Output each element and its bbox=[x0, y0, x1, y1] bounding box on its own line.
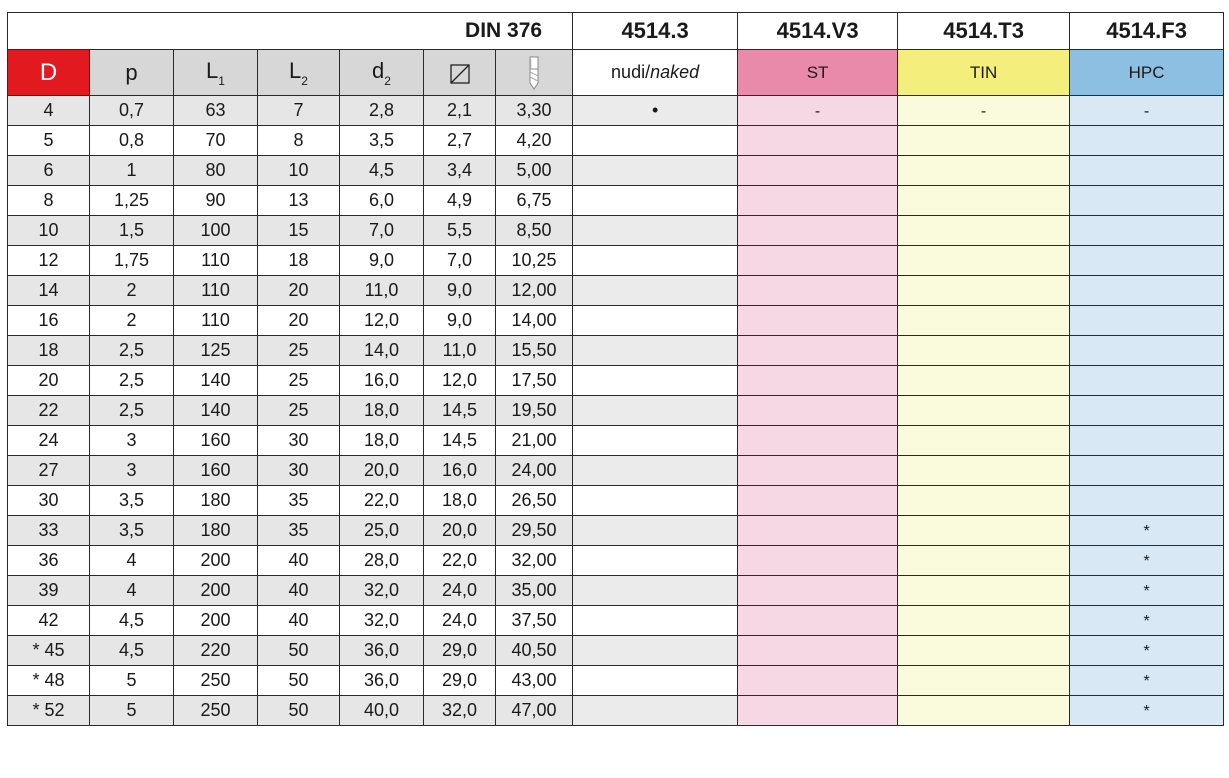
col-header-square bbox=[424, 50, 496, 96]
cell-naked bbox=[573, 546, 738, 576]
cell-hpc-value: * bbox=[1143, 703, 1150, 720]
cell-st bbox=[738, 546, 898, 576]
cell-st bbox=[738, 126, 898, 156]
cell-l2: 30 bbox=[258, 456, 340, 486]
cell-d2: 40,0 bbox=[340, 696, 424, 726]
table-row bbox=[8, 516, 1224, 546]
cell-pitch: 4 bbox=[90, 576, 174, 606]
table-row bbox=[8, 696, 1224, 726]
cell-hpc bbox=[1070, 696, 1224, 726]
cell-l2: 35 bbox=[258, 516, 340, 546]
cell-tin-value: - bbox=[980, 103, 987, 120]
cell-l1: 90 bbox=[174, 186, 258, 216]
cell-drill: 6,75 bbox=[496, 186, 573, 216]
cell-diameter: 30 bbox=[8, 486, 90, 516]
cell-hpc bbox=[1070, 426, 1224, 456]
col-header-st: ST bbox=[738, 50, 898, 96]
cell-d2: 32,0 bbox=[340, 606, 424, 636]
col-header-l2-sub: 2 bbox=[301, 73, 308, 88]
table-row bbox=[8, 126, 1224, 156]
cell-naked bbox=[573, 456, 738, 486]
cell-tin bbox=[898, 276, 1070, 306]
cell-drill: 40,50 bbox=[496, 636, 573, 666]
cell-square: 5,5 bbox=[424, 216, 496, 246]
cell-l2: 25 bbox=[258, 336, 340, 366]
cell-hpc bbox=[1070, 636, 1224, 666]
cell-st bbox=[738, 426, 898, 456]
product-code-row bbox=[8, 13, 1224, 50]
cell-square: 14,5 bbox=[424, 426, 496, 456]
cell-diameter: 22 bbox=[8, 396, 90, 426]
cell-tin bbox=[898, 186, 1070, 216]
cell-pitch: 5 bbox=[90, 696, 174, 726]
cell-st bbox=[738, 456, 898, 486]
cell-square: 24,0 bbox=[424, 576, 496, 606]
cell-hpc bbox=[1070, 456, 1224, 486]
cell-tin bbox=[898, 696, 1070, 726]
cell-tin bbox=[898, 636, 1070, 666]
cell-square: 18,0 bbox=[424, 486, 496, 516]
cell-square: 7,0 bbox=[424, 246, 496, 276]
table-row bbox=[8, 276, 1224, 306]
cell-l1: 220 bbox=[174, 636, 258, 666]
cell-l2: 35 bbox=[258, 486, 340, 516]
cell-hpc-value: - bbox=[1143, 103, 1150, 120]
column-header-row bbox=[8, 50, 1224, 96]
cell-l1: 140 bbox=[174, 396, 258, 426]
cell-hpc bbox=[1070, 216, 1224, 246]
cell-l2: 10 bbox=[258, 156, 340, 186]
col-header-l1-sub: 1 bbox=[218, 73, 225, 88]
cell-hpc bbox=[1070, 186, 1224, 216]
col-header-diameter: D bbox=[8, 50, 90, 96]
cell-l1: 250 bbox=[174, 666, 258, 696]
cell-naked bbox=[573, 306, 738, 336]
product-code-tin: 4514.T3 bbox=[898, 13, 1070, 50]
cell-l2: 40 bbox=[258, 606, 340, 636]
cell-hpc bbox=[1070, 516, 1224, 546]
cell-st bbox=[738, 516, 898, 546]
cell-pitch: 4,5 bbox=[90, 636, 174, 666]
product-code-st: 4514.V3 bbox=[738, 13, 898, 50]
cell-naked bbox=[573, 516, 738, 546]
cell-naked bbox=[573, 636, 738, 666]
cell-hpc bbox=[1070, 366, 1224, 396]
cell-st bbox=[738, 576, 898, 606]
cell-diameter: 14 bbox=[8, 276, 90, 306]
cell-pitch: 2,5 bbox=[90, 336, 174, 366]
table-row bbox=[8, 246, 1224, 276]
cell-diameter: 27 bbox=[8, 456, 90, 486]
cell-l2: 20 bbox=[258, 276, 340, 306]
cell-l2: 30 bbox=[258, 426, 340, 456]
cell-l2: 25 bbox=[258, 396, 340, 426]
cell-diameter: 10 bbox=[8, 216, 90, 246]
col-header-tin: TIN bbox=[898, 50, 1070, 96]
col-header-hpc: HPC bbox=[1070, 50, 1224, 96]
cell-pitch: 3 bbox=[90, 426, 174, 456]
cell-square: 14,5 bbox=[424, 396, 496, 426]
table-row bbox=[8, 216, 1224, 246]
cell-naked bbox=[573, 276, 738, 306]
cell-l1: 63 bbox=[174, 96, 258, 126]
cell-d2: 4,5 bbox=[340, 156, 424, 186]
cell-drill: 15,50 bbox=[496, 336, 573, 366]
cell-diameter: * 45 bbox=[8, 636, 90, 666]
tap-dimension-table bbox=[7, 12, 1224, 726]
product-code-naked: 4514.3 bbox=[573, 13, 738, 50]
cell-tin bbox=[898, 306, 1070, 336]
cell-naked: • bbox=[573, 96, 738, 126]
cell-tin bbox=[898, 546, 1070, 576]
cell-l1: 180 bbox=[174, 516, 258, 546]
cell-diameter: 16 bbox=[8, 306, 90, 336]
cell-drill: 4,20 bbox=[496, 126, 573, 156]
col-header-l1 bbox=[174, 50, 258, 96]
cell-l2: 20 bbox=[258, 306, 340, 336]
cell-d2: 18,0 bbox=[340, 426, 424, 456]
cell-diameter: 8 bbox=[8, 186, 90, 216]
cell-drill: 14,00 bbox=[496, 306, 573, 336]
product-code-hpc: 4514.F3 bbox=[1070, 13, 1224, 50]
cell-st-value: - bbox=[814, 103, 821, 120]
cell-hpc bbox=[1070, 576, 1224, 606]
col-header-naked-italic: naked bbox=[650, 62, 700, 82]
cell-diameter: * 48 bbox=[8, 666, 90, 696]
cell-hpc bbox=[1070, 126, 1224, 156]
col-header-l1-main: L bbox=[206, 57, 219, 83]
cell-st bbox=[738, 486, 898, 516]
cell-tin bbox=[898, 126, 1070, 156]
cell-st bbox=[738, 696, 898, 726]
cell-drill: 5,00 bbox=[496, 156, 573, 186]
cell-naked bbox=[573, 336, 738, 366]
cell-hpc bbox=[1070, 246, 1224, 276]
cell-l2: 7 bbox=[258, 96, 340, 126]
cell-square: 22,0 bbox=[424, 546, 496, 576]
table-row bbox=[8, 396, 1224, 426]
cell-pitch: 3,5 bbox=[90, 516, 174, 546]
cell-hpc-value: * bbox=[1143, 583, 1150, 600]
cell-pitch: 2,5 bbox=[90, 366, 174, 396]
cell-hpc bbox=[1070, 276, 1224, 306]
cell-st bbox=[738, 666, 898, 696]
cell-diameter: 18 bbox=[8, 336, 90, 366]
cell-square: 20,0 bbox=[424, 516, 496, 546]
cell-square: 2,1 bbox=[424, 96, 496, 126]
cell-d2: 25,0 bbox=[340, 516, 424, 546]
cell-st bbox=[738, 636, 898, 666]
cell-d2: 2,8 bbox=[340, 96, 424, 126]
table-row bbox=[8, 606, 1224, 636]
cell-square: 4,9 bbox=[424, 186, 496, 216]
cell-pitch: 5 bbox=[90, 666, 174, 696]
cell-drill: 29,50 bbox=[496, 516, 573, 546]
cell-square: 9,0 bbox=[424, 306, 496, 336]
cell-drill: 35,00 bbox=[496, 576, 573, 606]
cell-tin bbox=[898, 666, 1070, 696]
cell-square: 29,0 bbox=[424, 666, 496, 696]
cell-l1: 110 bbox=[174, 246, 258, 276]
cell-square: 11,0 bbox=[424, 336, 496, 366]
cell-l1: 200 bbox=[174, 606, 258, 636]
cell-pitch: 1,25 bbox=[90, 186, 174, 216]
cell-tin bbox=[898, 516, 1070, 546]
cell-pitch: 1 bbox=[90, 156, 174, 186]
col-header-drill bbox=[496, 50, 573, 96]
cell-square: 29,0 bbox=[424, 636, 496, 666]
cell-hpc bbox=[1070, 96, 1224, 126]
cell-naked bbox=[573, 576, 738, 606]
table-row bbox=[8, 456, 1224, 486]
table-row bbox=[8, 366, 1224, 396]
cell-square: 16,0 bbox=[424, 456, 496, 486]
cell-st bbox=[738, 246, 898, 276]
cell-diameter: 24 bbox=[8, 426, 90, 456]
cell-drill: 10,25 bbox=[496, 246, 573, 276]
col-header-naked bbox=[573, 50, 738, 96]
cell-pitch: 3,5 bbox=[90, 486, 174, 516]
cell-tin bbox=[898, 336, 1070, 366]
col-header-d2 bbox=[340, 50, 424, 96]
cell-l2: 40 bbox=[258, 546, 340, 576]
cell-tin bbox=[898, 606, 1070, 636]
table-row bbox=[8, 96, 1224, 126]
cell-diameter: 39 bbox=[8, 576, 90, 606]
cell-l1: 200 bbox=[174, 576, 258, 606]
table-row bbox=[8, 156, 1224, 186]
cell-l2: 40 bbox=[258, 576, 340, 606]
cell-hpc bbox=[1070, 486, 1224, 516]
cell-pitch: 2 bbox=[90, 306, 174, 336]
cell-diameter: 33 bbox=[8, 516, 90, 546]
cell-diameter: 12 bbox=[8, 246, 90, 276]
cell-diameter: 36 bbox=[8, 546, 90, 576]
cell-st bbox=[738, 156, 898, 186]
cell-drill: 43,00 bbox=[496, 666, 573, 696]
cell-l1: 250 bbox=[174, 696, 258, 726]
cell-drill: 32,00 bbox=[496, 546, 573, 576]
cell-naked bbox=[573, 426, 738, 456]
col-header-pitch: p bbox=[90, 50, 174, 96]
cell-diameter: 6 bbox=[8, 156, 90, 186]
cell-l2: 25 bbox=[258, 366, 340, 396]
cell-l2: 50 bbox=[258, 666, 340, 696]
drill-bit-icon bbox=[525, 56, 543, 90]
cell-d2: 6,0 bbox=[340, 186, 424, 216]
cell-drill: 37,50 bbox=[496, 606, 573, 636]
table-row bbox=[8, 666, 1224, 696]
cell-d2: 12,0 bbox=[340, 306, 424, 336]
cell-drill: 12,00 bbox=[496, 276, 573, 306]
col-header-naked-prefix: nudi/ bbox=[611, 62, 651, 82]
cell-pitch: 0,7 bbox=[90, 96, 174, 126]
cell-naked bbox=[573, 666, 738, 696]
cell-square: 32,0 bbox=[424, 696, 496, 726]
cell-st bbox=[738, 186, 898, 216]
cell-tin bbox=[898, 576, 1070, 606]
col-header-d2-main: d bbox=[372, 57, 385, 83]
cell-hpc bbox=[1070, 336, 1224, 366]
cell-tin bbox=[898, 426, 1070, 456]
cell-hpc bbox=[1070, 546, 1224, 576]
table-row bbox=[8, 426, 1224, 456]
cell-square: 24,0 bbox=[424, 606, 496, 636]
cell-drill: 47,00 bbox=[496, 696, 573, 726]
cell-naked bbox=[573, 246, 738, 276]
cell-diameter: 20 bbox=[8, 366, 90, 396]
cell-st bbox=[738, 216, 898, 246]
cell-hpc-value: * bbox=[1143, 523, 1150, 540]
cell-d2: 36,0 bbox=[340, 636, 424, 666]
square-diagonal-icon bbox=[450, 64, 470, 84]
cell-diameter: 4 bbox=[8, 96, 90, 126]
table-row bbox=[8, 186, 1224, 216]
cell-hpc bbox=[1070, 606, 1224, 636]
cell-naked bbox=[573, 216, 738, 246]
cell-pitch: 4 bbox=[90, 546, 174, 576]
cell-hpc bbox=[1070, 306, 1224, 336]
cell-l1: 80 bbox=[174, 156, 258, 186]
cell-l1: 180 bbox=[174, 486, 258, 516]
cell-st bbox=[738, 336, 898, 366]
table-row bbox=[8, 546, 1224, 576]
cell-d2: 9,0 bbox=[340, 246, 424, 276]
cell-st bbox=[738, 396, 898, 426]
cell-d2: 7,0 bbox=[340, 216, 424, 246]
cell-l1: 160 bbox=[174, 456, 258, 486]
cell-tin bbox=[898, 216, 1070, 246]
cell-diameter: * 52 bbox=[8, 696, 90, 726]
cell-drill: 24,00 bbox=[496, 456, 573, 486]
cell-pitch: 2,5 bbox=[90, 396, 174, 426]
cell-st bbox=[738, 306, 898, 336]
cell-d2: 28,0 bbox=[340, 546, 424, 576]
cell-hpc-value: * bbox=[1143, 673, 1150, 690]
cell-l2: 15 bbox=[258, 216, 340, 246]
cell-l1: 200 bbox=[174, 546, 258, 576]
cell-pitch: 2 bbox=[90, 276, 174, 306]
cell-drill: 3,30 bbox=[496, 96, 573, 126]
cell-st bbox=[738, 606, 898, 636]
cell-tin bbox=[898, 96, 1070, 126]
cell-naked bbox=[573, 126, 738, 156]
cell-square: 12,0 bbox=[424, 366, 496, 396]
cell-naked bbox=[573, 396, 738, 426]
cell-d2: 16,0 bbox=[340, 366, 424, 396]
cell-tin bbox=[898, 366, 1070, 396]
cell-naked bbox=[573, 186, 738, 216]
cell-l1: 110 bbox=[174, 276, 258, 306]
cell-d2: 3,5 bbox=[340, 126, 424, 156]
cell-l2: 50 bbox=[258, 696, 340, 726]
cell-d2: 32,0 bbox=[340, 576, 424, 606]
cell-tin bbox=[898, 456, 1070, 486]
cell-tin bbox=[898, 486, 1070, 516]
table-row bbox=[8, 486, 1224, 516]
col-header-d2-sub: 2 bbox=[384, 73, 391, 88]
cell-d2: 11,0 bbox=[340, 276, 424, 306]
cell-square: 2,7 bbox=[424, 126, 496, 156]
col-header-l2 bbox=[258, 50, 340, 96]
cell-square: 9,0 bbox=[424, 276, 496, 306]
cell-drill: 19,50 bbox=[496, 396, 573, 426]
cell-hpc bbox=[1070, 156, 1224, 186]
cell-drill: 21,00 bbox=[496, 426, 573, 456]
cell-l1: 100 bbox=[174, 216, 258, 246]
table-row bbox=[8, 336, 1224, 366]
cell-l2: 18 bbox=[258, 246, 340, 276]
cell-d2: 22,0 bbox=[340, 486, 424, 516]
cell-st bbox=[738, 366, 898, 396]
cell-naked bbox=[573, 606, 738, 636]
cell-diameter: 42 bbox=[8, 606, 90, 636]
cell-l2: 8 bbox=[258, 126, 340, 156]
cell-naked bbox=[573, 156, 738, 186]
cell-l2: 50 bbox=[258, 636, 340, 666]
cell-drill: 17,50 bbox=[496, 366, 573, 396]
cell-naked bbox=[573, 696, 738, 726]
standard-label: DIN 376 bbox=[8, 13, 573, 50]
cell-st bbox=[738, 276, 898, 306]
cell-hpc-value: * bbox=[1143, 643, 1150, 660]
cell-drill: 8,50 bbox=[496, 216, 573, 246]
table-row bbox=[8, 306, 1224, 336]
cell-tin bbox=[898, 396, 1070, 426]
cell-d2: 14,0 bbox=[340, 336, 424, 366]
cell-pitch: 4,5 bbox=[90, 606, 174, 636]
cell-l1: 125 bbox=[174, 336, 258, 366]
cell-pitch: 1,5 bbox=[90, 216, 174, 246]
cell-l1: 70 bbox=[174, 126, 258, 156]
cell-pitch: 0,8 bbox=[90, 126, 174, 156]
cell-l2: 13 bbox=[258, 186, 340, 216]
cell-tin bbox=[898, 156, 1070, 186]
cell-l1: 110 bbox=[174, 306, 258, 336]
cell-d2: 18,0 bbox=[340, 396, 424, 426]
cell-d2: 36,0 bbox=[340, 666, 424, 696]
cell-naked bbox=[573, 366, 738, 396]
cell-pitch: 1,75 bbox=[90, 246, 174, 276]
cell-l1: 160 bbox=[174, 426, 258, 456]
cell-hpc bbox=[1070, 396, 1224, 426]
col-header-l2-main: L bbox=[289, 57, 302, 83]
cell-hpc-value: * bbox=[1143, 553, 1150, 570]
cell-st bbox=[738, 96, 898, 126]
cell-l1: 140 bbox=[174, 366, 258, 396]
cell-d2: 20,0 bbox=[340, 456, 424, 486]
cell-square: 3,4 bbox=[424, 156, 496, 186]
cell-naked bbox=[573, 486, 738, 516]
table-row bbox=[8, 576, 1224, 606]
cell-diameter: 5 bbox=[8, 126, 90, 156]
cell-hpc-value: * bbox=[1143, 613, 1150, 630]
cell-pitch: 3 bbox=[90, 456, 174, 486]
cell-drill: 26,50 bbox=[496, 486, 573, 516]
cell-tin bbox=[898, 246, 1070, 276]
cell-hpc bbox=[1070, 666, 1224, 696]
table-row bbox=[8, 636, 1224, 666]
